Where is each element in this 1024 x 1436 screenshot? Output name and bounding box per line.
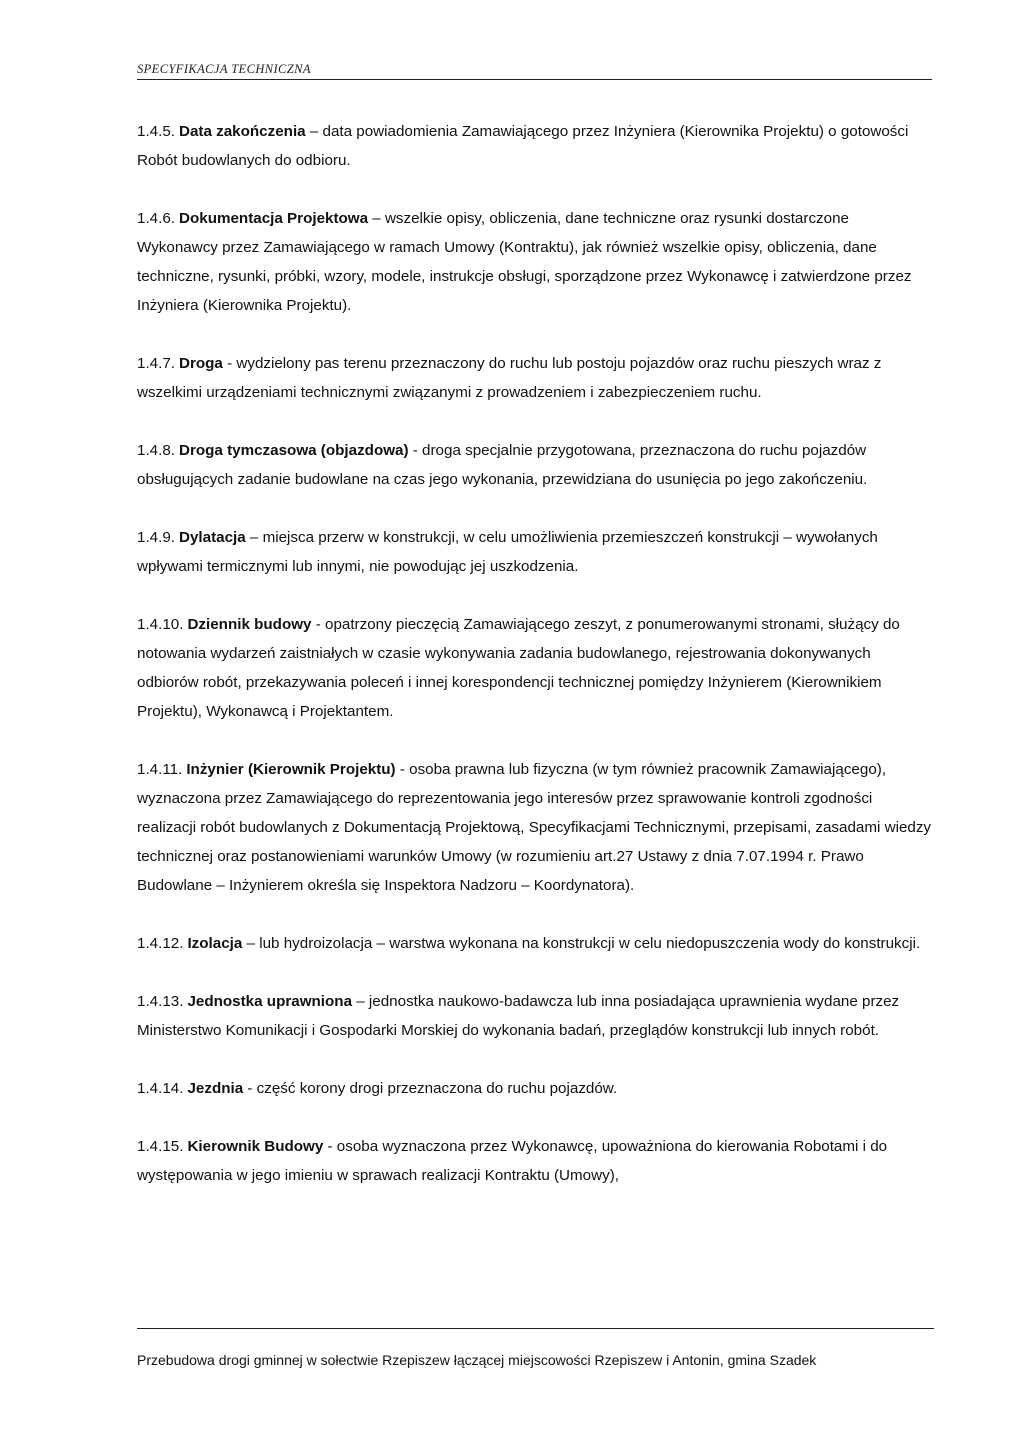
definition-entry [137,436,932,494]
definition-entry [137,204,932,320]
definition-entry [137,1074,932,1103]
entry-number: 1.4.11. [137,761,183,778]
page-header-title: SPECYFIKACJA TECHNICZNA [137,62,311,76]
header-divider [137,79,932,80]
entry-term: Kierownik Budowy [187,1138,324,1155]
entry-number: 1.4.14. [137,1080,184,1097]
entry-number: 1.4.12. [137,935,184,952]
entry-term: Jezdnia [187,1080,244,1097]
entry-text: - wydzielony pas terenu przeznaczony do ruchu lub postoju pojazdów oraz ruchu pieszych wraz z wszelkimi urządzeniami technicznymi związanymi z prowadzeniem i zabezpieczeniem ruchu. [137,355,882,401]
entry-number: 1.4.5. [137,123,175,140]
definition-entry [137,523,932,581]
entry-term: Dylatacja [179,529,246,546]
definition-entry [137,349,932,407]
page-footer-text: Przebudowa drogi gminnej w sołectwie Rzepiszew łączącej miejscowości Rzepiszew i Antonin, gmina Szadek [137,1352,817,1368]
entry-term: Dziennik budowy [187,616,312,633]
entry-term: Jednostka uprawniona [187,993,353,1010]
entry-text: - opatrzony pieczęcią Zamawiającego zeszyt, z ponumerowanymi stronami, służący do notowania wydarzeń zaistniałych w czasie wykonywania zadania budowlanego, rejestrowania dokonywanych odbiorów robót, przekazywania poleceń i innej korespondencji technicznej pomiędzy Inżynierem (Kierownikiem Projektu), Wykonawcą i Projektantem. [137,616,900,720]
definition-entry [137,610,932,726]
entry-term: Izolacja [187,935,243,952]
definitions-list [137,117,932,1219]
entry-text: - osoba wyznaczona przez Wykonawcę, upoważniona do kierowania Robotami i do występowania w jego imieniu w sprawach realizacji Kontraktu (Umowy), [137,1138,888,1184]
entry-number: 1.4.7. [137,355,175,372]
entry-term: Inżynier (Kierownik Projektu) [186,761,396,778]
definition-entry [137,117,932,175]
entry-number: 1.4.8. [137,442,175,459]
footer-divider [137,1328,934,1329]
entry-text: - droga specjalnie przygotowana, przeznaczona do ruchu pojazdów obsługujących zadanie budowlane na czas jego wykonania, przewidziana do usunięcia po jego zakończeniu. [137,442,868,488]
definition-entry [137,929,932,958]
entry-number: 1.4.15. [137,1138,184,1155]
entry-text: – jednostka naukowo-badawcza lub inna posiadająca uprawnienia wydane przez Ministerstwo Komunikacji i Gospodarki Morskiej do wykonania badań, przeglądów konstrukcji lub innych robót. [137,993,900,1039]
entry-text: – data powiadomienia Zamawiającego przez Inżyniera (Kierownika Projektu) o gotowości Robót budowlanych do odbioru. [137,123,909,169]
entry-term: Droga [179,355,223,372]
entry-text: - część korony drogi przeznaczona do ruchu pojazdów. [243,1080,618,1097]
entry-term: Data zakończenia [179,123,306,140]
entry-number: 1.4.10. [137,616,184,633]
entry-text: – miejsca przerw w konstrukcji, w celu umożliwienia przemieszczeń konstrukcji – wywołanych wpływami termicznymi lub innymi, nie powodując jej uszkodzenia. [137,529,878,575]
definition-entry [137,755,932,900]
entry-number: 1.4.9. [137,529,175,546]
entry-term: Droga tymczasowa (objazdowa) [179,442,409,459]
entry-text: – lub hydroizolacja – warstwa wykonana na konstrukcji w celu niedopuszczenia wody do konstrukcji. [242,935,921,952]
entry-text: – wszelkie opisy, obliczenia, dane techniczne oraz rysunki dostarczone Wykonawcy przez Zamawiającego w ramach Umowy (Kontraktu), jak również wszelkie opisy, obliczenia, dane techniczne, rysunki, próbki, wzory, modele, instrukcje obsługi, sporządzone przez Wykonawcę i zatwierdzone przez Inżyniera (Kierownika Projektu). [137,210,912,314]
entry-text: - osoba prawna lub fizyczna (w tym również pracownik Zamawiającego), wyznaczona przez Zamawiającego do reprezentowania jego interesów przez sprawowanie kontroli zgodności realizacji robót budowlanych z Dokumentacją Projektową, Specyfikacjami Technicznymi, przepisami, zasadami wiedzy technicznej oraz postanowieniami warunków Umowy (w rozumieniu art.27 Ustawy z dnia 7.07.1994 r. Prawo Budowlane – Inżynierem określa się Inspektora Nadzoru – Koordynatora). [137,761,932,894]
definition-entry [137,1132,932,1190]
definition-entry [137,987,932,1045]
entry-number: 1.4.13. [137,993,184,1010]
entry-term: Dokumentacja Projektowa [179,210,369,227]
entry-number: 1.4.6. [137,210,175,227]
